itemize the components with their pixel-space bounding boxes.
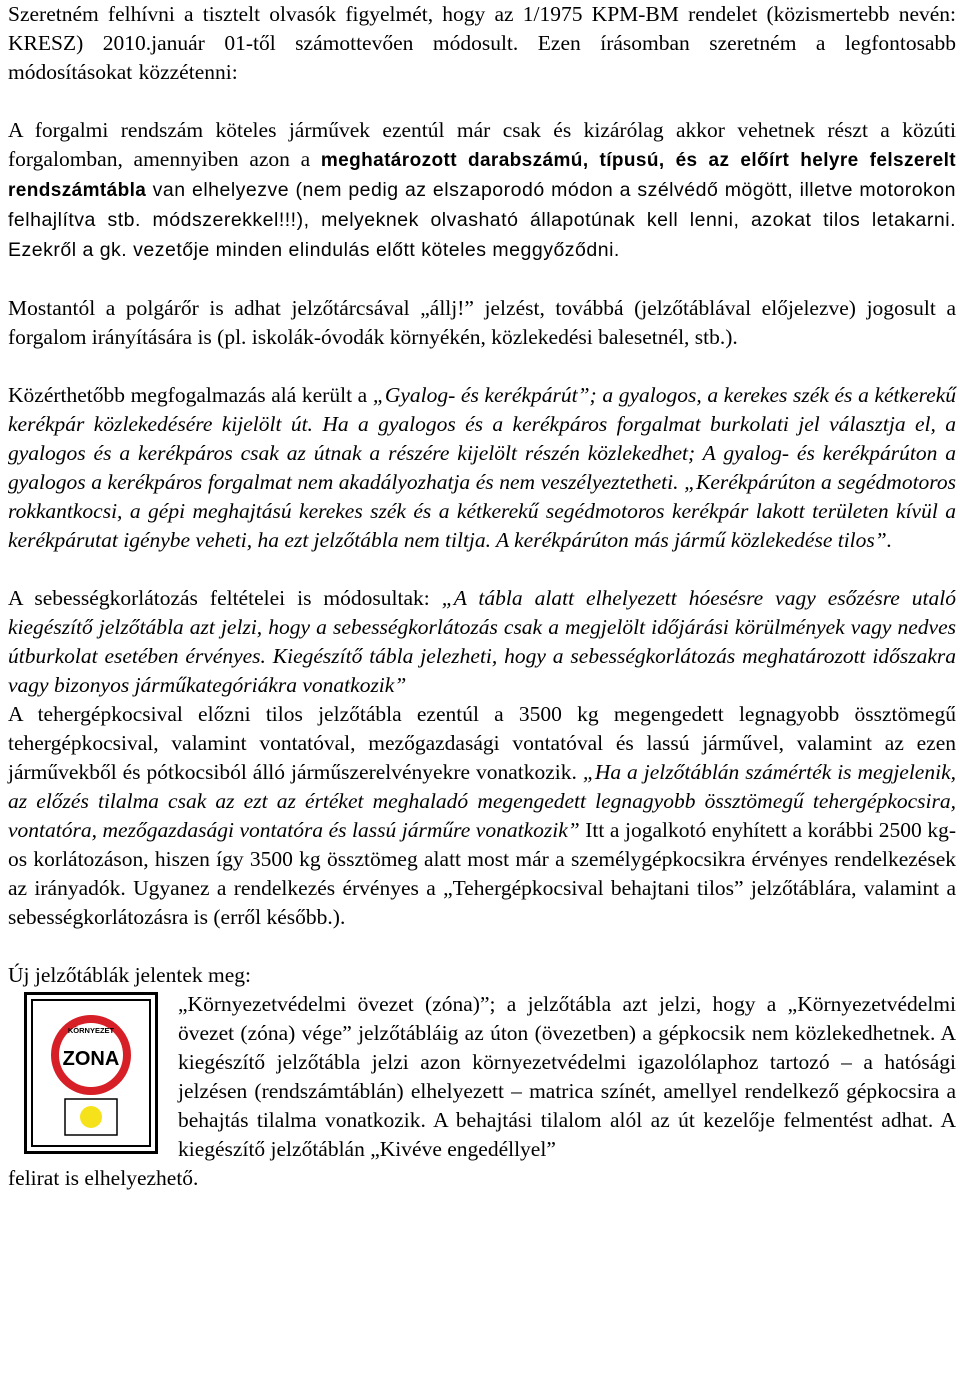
truck-text-a: A tehergépkocsival előzni tilos jelzőtábla ezentúl a 3500 kg megengedett legnagyobb össztömegű tehergépkocsival, valamint vontatóval, mezőgazdasági vontatóval és lassú járművel, valamint az ezen járművekből és pótkocsiból álló járműszerelvényekre vonatkozik. <box>8 702 956 784</box>
sign-top-text: KÖRNYEZET <box>67 1026 115 1035</box>
bike-path-text-a: Közérthetőbb megfogalmazás alá került a <box>8 383 373 407</box>
sign-zone-text: ZONA <box>62 1048 120 1070</box>
license-plate-text-a: A forgalmi rendszám köteles járművek ezentúl már csak és kizárólag akkor vehetnek részt a közúti forgalomban, amennyiben azon a <box>8 118 956 171</box>
environmental-zone-tail: felirat is elhelyezhető. <box>8 1166 199 1190</box>
new-signs-section <box>8 961 956 1193</box>
license-plate-paragraph <box>8 116 956 265</box>
zone-sign-graphic <box>27 995 155 1151</box>
document-page <box>8 0 956 1193</box>
speed-limit-paragraph <box>8 584 956 700</box>
new-signs-heading: Új jelzőtáblák jelentek meg: <box>8 963 251 987</box>
sign-yellow-sticker <box>80 1106 102 1128</box>
civil-guard-paragraph: Mostantól a polgárőr is adhat jelzőtárcsával „állj!” jelzést, továbbá (jelzőtáblával előjelezve) jogosult a forgalom irányítására is (pl. iskolák-óvodák környékén, közlekedési balesetnél, stb.). <box>8 296 956 349</box>
bike-path-text-italic: „Gyalog- és kerékpárút”; a gyalogos, a kerekes szék és a kétkerekű kerékpár közlekedésére kijelölt út. Ha a gyalogos és a kerékpáros forgalmat burkolati jel választja el, a gyalogos és a kerékpáros csak az útnak a részére kijelölt részén közlekedhet; A gyalog- és kerékpárúton a gyalogos a kerékpáros forgalmat nem akadályozhatja és nem veszélyeztetheti. „Kerékpárúton a segédmotoros rokkantkocsi, a gépi meghajtású kerekes szék és a kétkerekű segédmotoros kerékpár lakott területen kívül a kerékpárutat igénybe veheti, ha ezt jelzőtábla nem tiltja. A kerékpárúton más jármű közlekedése tilos”. <box>8 383 956 552</box>
bike-path-paragraph <box>8 381 956 555</box>
intro-paragraph: Szeretném felhívni a tisztelt olvasók figyelmét, hogy az 1/1975 KPM-BM rendelet (közismertebb nevén: KRESZ) 2010.január 01-től számottevően módosult. Ezen írásomban szeretném a legfontosabb módosításokat közzétenni: <box>8 2 956 84</box>
environmental-zone-text: „Környezetvédelmi övezet (zóna)”; a jelzőtábla azt jelzi, hogy a „Környezetvédelmi övezet (zóna) vége” jelzőtábláig az úton (övezetben) a gépkocsik nem közlekedhetnek. A kiegészítő jelzőtábla jelzi azon környezetvédelmi igazolólaphoz tartozó – a hatósági jelzésen (rendszámtáblán) elhelyezett – matrica színét, amellyel rendelkező gépkocsira a behajtás tilalma vonatkozik. A behajtási tilalom alól az út kezelője felmentést adhat. A kiegészítő jelzőtáblán „Kivéve engedéllyel” <box>178 992 956 1161</box>
speed-limit-text-a: A sebességkorlátozás feltételei is módosultak: <box>8 586 442 610</box>
truck-overtake-paragraph <box>8 700 956 932</box>
truck-text-italic: „Ha a jelzőtáblán számérték is megjelenik, az előzés tilalma csak az ezt az értéket meghaladó megengedett legnagyobb össztömegű tehergépkocsira, vontatóra, mezőgazdasági vontatóra és lassú járműre vonatkozik” <box>8 760 956 842</box>
speed-limit-text-italic: „A tábla alatt elhelyezett hóesésre vagy esőzésre utaló kiegészítő jelzőtábla azt jelzi, hogy a sebességkorlátozás csak a megjelölt időjárási körülmények vagy nedves útburkolat esetében érvényes. Kiegészítő tábla jelezheti, hogy a sebességkorlátozás meghatározott időszakra vagy bizonyos járműkategóriákra vonatkozik” <box>8 586 956 697</box>
truck-text-b: Itt a jogalkotó enyhített a korábbi 2500 kg-os korlátozáson, hiszen így 3500 kg össztömeg alatt most már a személygépkocsikra érvényes rendelkezések az irányadók. Ugyanez a rendelkezés érvényes a „Tehergépkocsival behajtani tilos” jelzőtáblára, valamint a sebességkorlátozásra is (erről később.). <box>8 818 956 929</box>
license-plate-text-b: van elhelyezve (nem pedig az elszaporodó módon a szélvédő mögött, illetve motorokon felhajlítva stb. módszerekkel!!!), melyeknek olvasható állapotúnak kell lenni, azokat tilos letakarni. Ezekről a gk. vezetője minden elindulás előtt köteles meggyőződni. <box>8 179 956 261</box>
license-plate-text-bold: meghatározott darabszámú, típusú, és az előírt helyre felszerelt rendszámtábla <box>8 150 956 201</box>
environmental-zone-sign <box>24 992 158 1154</box>
